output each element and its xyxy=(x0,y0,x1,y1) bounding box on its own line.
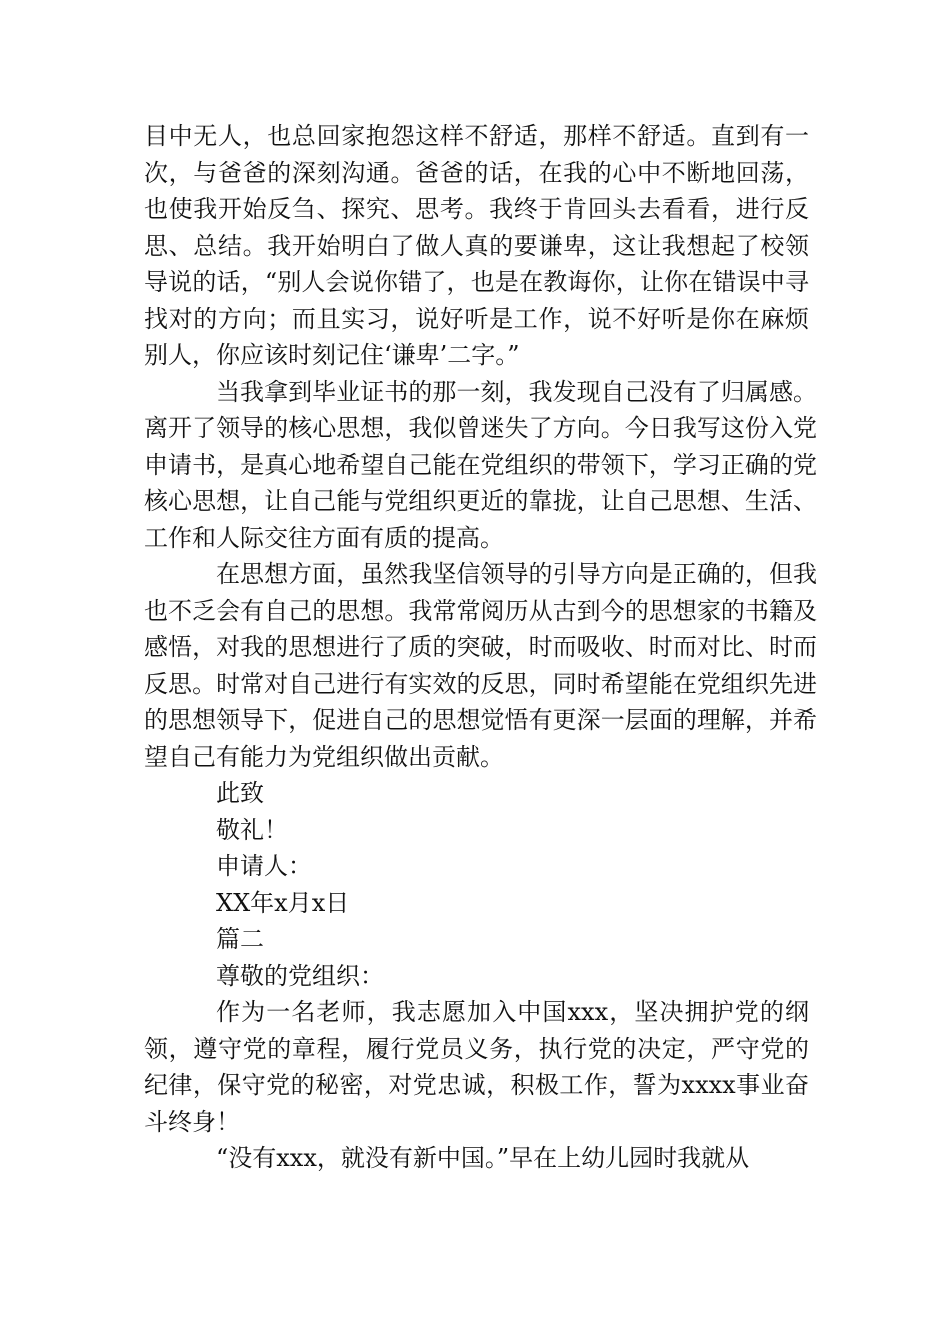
paragraph-pledge: 作为一名老师，我志愿加入中国xxx，坚决拥护党的纲领，遵守党的章程，履行党员义务，执行党的决定，严守党的纪律，保守党的秘密，对党忠诚，积极工作，誓为xxxx事业奋斗终身！ xyxy=(144,998,809,1136)
paragraph-reflection: 目中无人，也总回家抱怨这样不舒适，那样不舒适。直到有一次，与爸爸的深刻沟通。爸爸的话，在我的心中不断地回荡，也使我开始反刍、探究、思考。我终于肯回头去看看，进行反思、总结。我开始明白了做人真的要谦卑，这让我想起了校领导说的话，“别人会说你错了，也是在教诲你，让你在错误中寻找对的方向；而且实习，说好听是工作，说不好听是你在麻烦别人，你应该时刻记住‘谦卑’二字。” xyxy=(144,122,809,369)
paragraph-quote: “没有xxx，就没有新中国。”早在上幼儿园时我就从 xyxy=(216,1144,750,1172)
applicant-label: 申请人： xyxy=(216,852,312,880)
paragraph-thoughts: 在思想方面，虽然我坚信领导的引导方向是正确的，但我也不乏会有自己的思想。我常常阅历从古到今的思想家的书籍及感悟，对我的思想进行了质的突破，时而吸收、时而对比、时而反思。时常对自己进行有实效的反思，同时希望能在党组织先进的思想领导下，促进自己的思想觉悟有更深一层面的理解，并希望自己有能力为党组织做出贡献。 xyxy=(144,560,817,771)
closing-respect: 敬礼！ xyxy=(216,815,288,844)
addressee-line: 尊敬的党组织： xyxy=(216,961,384,990)
section-heading: 篇二 xyxy=(216,925,264,953)
closing-salutation: 此致 xyxy=(216,779,264,807)
date-line: XX年x月x日 xyxy=(216,888,350,917)
document-body xyxy=(144,118,817,1177)
paragraph-graduation: 当我拿到毕业证书的那一刻，我发现自己没有了归属感。离开了领导的核心思想，我似曾迷失了方向。今日我写这份入党申请书，是真心地希望自己能在党组织的带领下，学习正确的党核心思想，让自己能与党组织更近的靠拢，让自己思想、生活、工作和人际交往方面有质的提高。 xyxy=(144,377,817,552)
